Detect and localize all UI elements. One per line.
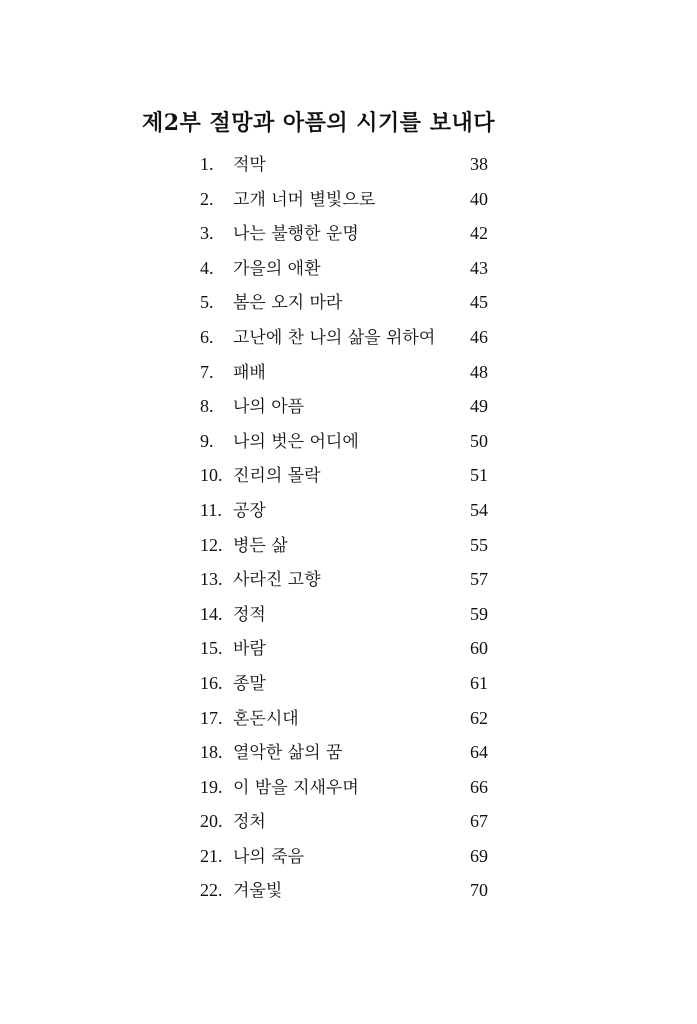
- toc-entry-title: 고난에 찬 나의 삶을 위하여: [233, 327, 436, 348]
- toc-entry-page-number: 66: [470, 776, 488, 797]
- toc-entry-number: 8.: [200, 396, 214, 417]
- toc-entry-title: 열악한 삶의 꿈: [233, 743, 343, 764]
- toc-entry-number: 14.: [200, 603, 223, 624]
- toc-entry-page-number: 55: [470, 534, 488, 555]
- toc-entry-title: 나의 죽음: [233, 846, 305, 867]
- toc-entry-page-number: 43: [470, 257, 488, 278]
- toc-entry-page-number: 67: [470, 811, 488, 832]
- toc-entry: [200, 839, 492, 874]
- toc-entry-number: 18.: [200, 742, 223, 763]
- toc-entry: [200, 735, 492, 770]
- toc-entry-number: 2.: [200, 188, 214, 209]
- toc-entry-page-number: 48: [470, 361, 488, 382]
- toc-entry-title: 바람: [233, 639, 266, 660]
- toc-entry-title: 나의 아픔: [233, 397, 305, 418]
- toc-entry-title: 적막: [233, 155, 266, 175]
- toc-entry: [200, 804, 492, 839]
- toc-entry-number: 13.: [200, 569, 223, 590]
- toc-entry-title: 공장: [233, 500, 266, 521]
- toc-entry-page-number: 49: [470, 396, 488, 417]
- toc-entry: [200, 597, 492, 632]
- toc-entry-title: 고개 너머 별빛으로: [233, 189, 376, 210]
- toc-entry-number: 11.: [200, 499, 222, 520]
- toc-entry: [200, 458, 492, 493]
- toc-entry-page-number: 57: [470, 569, 488, 590]
- toc-entry-title: 혼돈시대: [233, 708, 299, 729]
- toc-entry-number: 12.: [200, 534, 223, 555]
- toc-entry-title: 종말: [233, 673, 266, 694]
- toc-entry-number: 1.: [200, 154, 214, 174]
- toc-entry-title: 겨울빛: [233, 881, 283, 902]
- toc-entry-title: 패배: [233, 362, 266, 383]
- toc-entry: [200, 285, 492, 320]
- toc-entry-number: 10.: [200, 465, 223, 486]
- toc-entry: [200, 424, 492, 459]
- toc-entry-page-number: 38: [470, 154, 488, 174]
- toc-entry-number: 9.: [200, 430, 214, 451]
- toc-entry-number: 3.: [200, 223, 214, 244]
- toc-entry: [200, 770, 492, 805]
- toc-entry-title: 나의 벗은 어디에: [233, 431, 359, 452]
- toc-entry-title: 나는 불행한 운명: [233, 224, 359, 245]
- toc-entry: [200, 251, 492, 286]
- toc-entry-title: 사라진 고향: [233, 570, 321, 591]
- toc-entry-number: 21.: [200, 845, 223, 866]
- toc-entry-page-number: 45: [470, 292, 488, 313]
- toc-entry-page-number: 51: [470, 465, 488, 486]
- toc-entry-page-number: 62: [470, 707, 488, 728]
- toc-entry: [200, 216, 492, 251]
- toc-entry-page-number: 61: [470, 672, 488, 693]
- toc-entry: [200, 493, 492, 528]
- toc-entry-number: 17.: [200, 707, 223, 728]
- toc-entry-page-number: 69: [470, 845, 488, 866]
- toc-entry: [200, 562, 492, 597]
- toc-entry-page-number: 54: [470, 499, 488, 520]
- toc-entry-number: 5.: [200, 292, 214, 313]
- toc-entry-page-number: 60: [470, 638, 488, 659]
- toc-entry-page-number: 70: [470, 880, 488, 901]
- toc-entry: [200, 147, 492, 182]
- toc-entry-number: 16.: [200, 672, 223, 693]
- toc-entry: [200, 631, 492, 666]
- toc-entry-number: 22.: [200, 880, 223, 901]
- toc-entry-number: 19.: [200, 776, 223, 797]
- toc-entry-title: 이 밤을 지새우며: [233, 777, 359, 798]
- toc-entry-title: 정적: [233, 604, 266, 625]
- toc-entry: [200, 701, 492, 736]
- toc-entry: [200, 389, 492, 424]
- toc-entry-page-number: 50: [470, 430, 488, 451]
- toc-entry-title: 봄은 오지 마라: [233, 293, 343, 314]
- toc-entry: [200, 528, 492, 563]
- toc-entry: [200, 182, 492, 217]
- toc-entry: [200, 355, 492, 390]
- toc-entry-page-number: 40: [470, 188, 488, 209]
- toc-entry-number: 6.: [200, 326, 214, 347]
- toc-entry: [200, 666, 492, 701]
- toc-entry: [200, 873, 492, 908]
- toc-entry-number: 20.: [200, 811, 223, 832]
- toc-entry-number: 7.: [200, 361, 214, 382]
- toc-entry-page-number: 64: [470, 742, 488, 763]
- toc-entry-number: 15.: [200, 638, 223, 659]
- toc-entry-title: 가을의 애환: [233, 258, 321, 279]
- toc-entry-page-number: 59: [470, 603, 488, 624]
- toc-entry-title: 정처: [233, 812, 266, 833]
- toc-entry-page-number: 42: [470, 223, 488, 244]
- toc-entry-title: 진리의 몰락: [233, 466, 321, 487]
- toc-entry-number: 4.: [200, 257, 214, 278]
- toc-entry-page-number: 46: [470, 326, 488, 347]
- table-of-contents: [200, 147, 492, 908]
- toc-entry: [200, 320, 492, 355]
- part-title: 제2부 절망과 아픔의 시기를 보내다: [142, 110, 495, 136]
- toc-entry-title: 병든 삶: [233, 535, 288, 556]
